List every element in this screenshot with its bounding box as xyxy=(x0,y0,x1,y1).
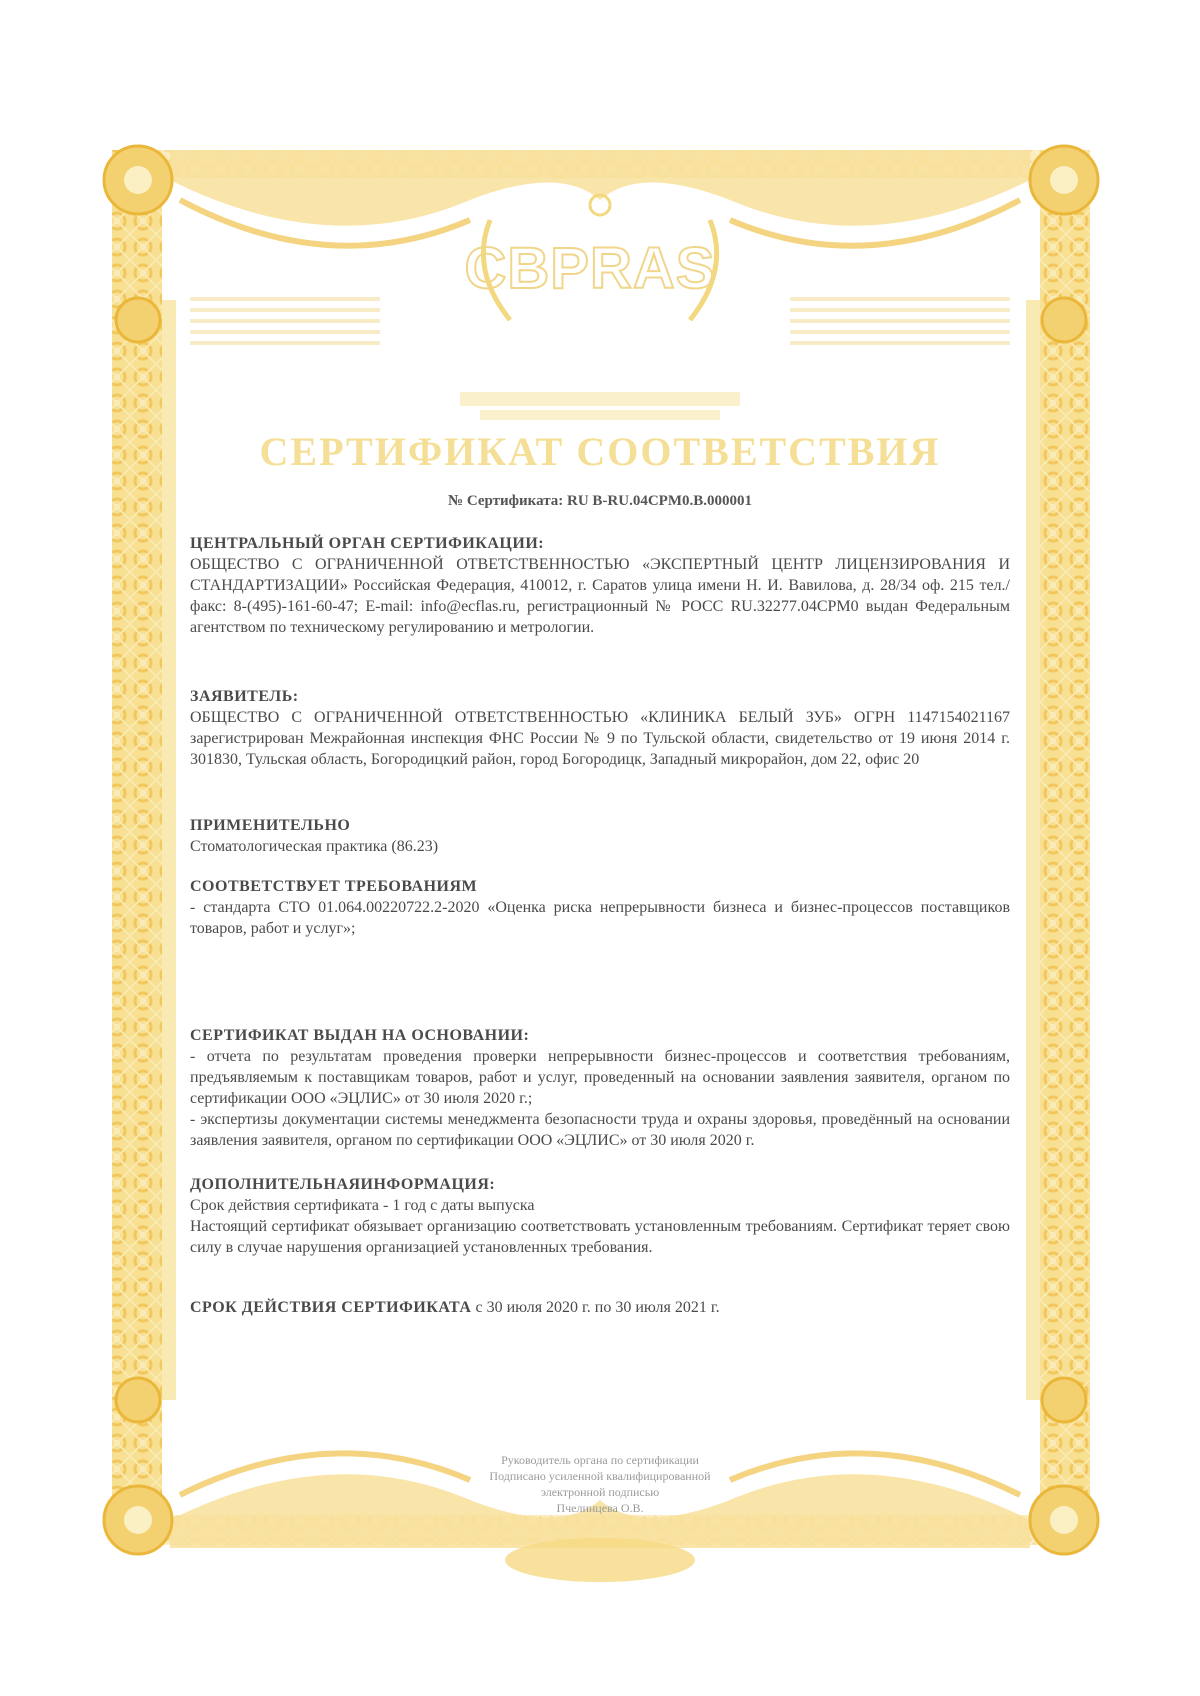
applicant-section xyxy=(190,686,1010,770)
section-body: Стоматологическая практика (86.23) xyxy=(190,838,439,855)
section-body: ОБЩЕСТВО С ОГРАНИЧЕННОЙ ОТВЕТСТВЕННОСТЬЮ «ЭКСПЕРТНЫЙ ЦЕНТР ЛИЦЕНЗИРОВАНИЯ И СТАНДАРТИЗАЦИИ» Российская Федерация, 410012, г. Саратов улица имени Н. И. Вавилова, д. 28/34 оф. 215 тел./факс: 8-(495)-161-60-47; E-mail: info@ecflas.ru, регистрационный № РОСС RU.32277.04CPM0 выдан Федеральным агентством по техническому регулированию и метрологии. xyxy=(190,556,1010,636)
section-body: - отчета по результатам проведения проверки непрерывности бизнес-процессов и соответствия требованиям, предъявляемым к поставщикам товаров, работ и услуг, проведенный на основании заявления заявителя, органом по сертификации ООО «ЭЦЛИС» от 30 июля 2020 г.; xyxy=(190,1048,1010,1107)
section-body-2: Настоящий сертификат обязывает организацию соответствовать установленным требованиям. Сертификат теряет свою силу в случае нарушения организацией установленных требования. xyxy=(190,1218,1010,1256)
signature-block xyxy=(440,1452,760,1516)
certificate-number: № Сертификата: RU B-RU.04CPM0.B.000001 xyxy=(448,493,752,509)
issued-on-basis-section xyxy=(190,1025,1010,1151)
section-body-2: - экспертизы документации системы менеджмента безопасности труда и охраны здоровья, проведённый на основании заявления заявителя, органом по сертификации ООО «ЭЦЛИС» от 30 июля 2020 г. xyxy=(190,1111,1010,1149)
certificate-validity xyxy=(190,1299,1010,1317)
section-body: - стандарта СТО 01.064.00220722.2-2020 «Оценка риска непрерывности бизнеса и бизнес-процессов поставщиков товаров, работ и услуг»; xyxy=(190,899,1010,937)
section-body: ОБЩЕСТВО С ОГРАНИЧЕННОЙ ОТВЕТСТВЕННОСТЬЮ «КЛИНИКА БЕЛЫЙ ЗУБ» ОГРН 1147154021167 зарегистрирован Межрайонная инспекция ФНС России № 9 по Тульской области, свидетельство от 19 июня 2014 г. 301830, Тульская область, Богородицкий район, город Богородицк, Западный микрорайон, дом 22, офис 20 xyxy=(190,709,1010,768)
applicable-to-section xyxy=(190,815,1010,857)
signature-line-3: электронной подписью xyxy=(540,1485,660,1499)
validity-label: СРОК ДЕЙСТВИЯ СЕРТИФИКАТА xyxy=(190,1299,472,1316)
signature-line-1: Руководитель органа по сертификации xyxy=(501,1453,699,1467)
section-heading: ДОПОЛНИТЕЛЬНАЯИНФОРМАЦИЯ: xyxy=(190,1176,496,1193)
faint-header-text-left xyxy=(190,290,380,352)
signature-line-2: Подписано усиленной квалифицированной xyxy=(489,1469,711,1483)
section-heading: ЦЕНТРАЛЬНЫЙ ОРГАН СЕРТИФИКАЦИИ: xyxy=(190,535,545,552)
certificate-title: СЕРТИФИКАТ СООТВЕТСТВИЯ xyxy=(259,429,941,474)
section-heading: СЕРТИФИКАТ ВЫДАН НА ОСНОВАНИИ: xyxy=(190,1027,530,1044)
section-heading: СООТВЕТСТВУЕТ ТРЕБОВАНИЯМ xyxy=(190,878,478,895)
section-heading: ПРИМЕНИТЕЛЬНО xyxy=(190,817,351,834)
section-body: Срок действия сертификата - 1 год с даты выпуска xyxy=(190,1197,535,1214)
faint-header-text-right xyxy=(790,290,1010,352)
central-certification-body xyxy=(190,533,1010,638)
signature-line-4: Пчелинцева О.В. xyxy=(556,1501,644,1515)
cbpras-logo: CBPRAS xyxy=(464,236,716,301)
section-heading: ЗАЯВИТЕЛЬ: xyxy=(190,688,299,705)
additional-info-section xyxy=(190,1174,1010,1258)
validity-dates: с 30 июля 2020 г. по 30 июля 2021 г. xyxy=(475,1299,720,1316)
complies-with-section xyxy=(190,876,1010,939)
